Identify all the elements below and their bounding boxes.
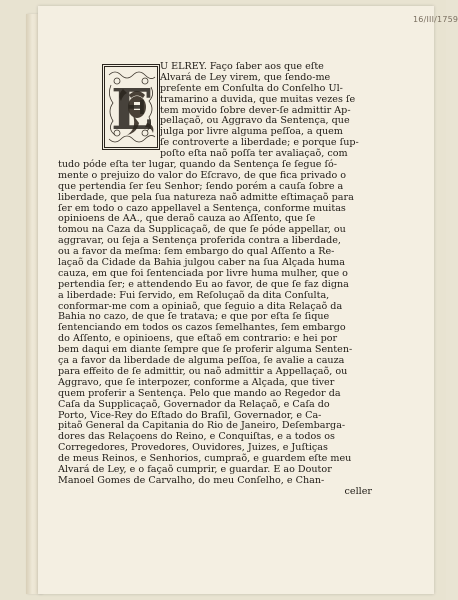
document-line: de meus Reinos, e Senhorios, cumpraõ, e guardem eſte meu [58, 453, 352, 465]
svg-text:E: E [111, 77, 154, 143]
document-line: ça a favor da liberdade de alguma peſſoa, ſe avalie a cauza [58, 355, 345, 367]
document-line: Bahia no cazo, de que ſe tratava; e que por eſta ſe ſique [58, 311, 330, 323]
document-line: ſentenciando em todos os cazos ſemelhantes, ſem embargo [58, 322, 346, 334]
document-line: liberdade, que pela ſua natureza naõ admitte eſtimaçaõ para [58, 191, 354, 203]
document-line: tramarino a duvida, que muitas vezes ſe [160, 93, 356, 105]
document-line: Caſa da Supplicaçaõ, Governador da Relaçaõ, e Caſa do [58, 398, 330, 410]
document-line: preſente em Conſulta do Conſelho Ul- [160, 82, 343, 94]
document-line: Aggravo, que ſe interpozer, conforme a Alçada, que tiver [58, 376, 335, 388]
document-line: a liberdade: Fui ſervido, em Reſoluçaõ da dita Conſulta, [58, 289, 330, 301]
document-body [58, 62, 386, 498]
document-line: U ELREY. Faço ſaber aos que eſte [160, 61, 324, 72]
document-line: Alvará de Ley virem, que ſendo-me [160, 71, 331, 83]
document-line: tem movido ſobre dever-ſe admittir Ap- [160, 104, 351, 116]
document-line: mente o prejuizo do valor do Eſcravo, de que fica privado o [58, 169, 347, 181]
document-line: ſer em todo o cazo appellavel a Sentença, conforme muitas [58, 202, 346, 214]
document-line: opinioens de AA., que deraõ cauza ao Aſſento, que ſe [58, 213, 316, 225]
document-line: poſto eſta naõ poſſa ter avaliaçaõ, com [160, 148, 348, 160]
document-line: laçaõ da Cidade da Bahia julgou caber na ſua Alçada huma [58, 257, 345, 269]
document-line: Porto, Vice-Rey do Eſtado do Braſil, Governador, e Ca- [58, 409, 322, 421]
document-line: pitaõ General da Capitania do Rio de Janeiro, Deſembarga- [58, 420, 346, 432]
document-line: quem proferir a Sentença. Pelo que mando ao Regedor da [58, 387, 341, 399]
document-line: bem daqui em diante ſempre que ſe proferir alguma Senten- [58, 344, 353, 356]
archive-reference: 16/III/1759 [413, 15, 458, 24]
document-line: julga por livre alguma peſſoa, a quem [160, 126, 343, 138]
document-line: Alvará de Ley, e o façaõ cumprir, e guardar. E ao Doutor [58, 463, 332, 475]
document-line: aggravar, ou ſeja a Sentença proferida contra a liberdade, [58, 235, 341, 247]
document-line: ſe controverte a liberdade; e porque ſup- [160, 137, 359, 149]
catchword: celler [344, 485, 372, 497]
document-line: para effeito de ſe admittir, ou naõ admittir a Appellaçaõ, ou [58, 365, 348, 377]
document-line: pellaçaõ, ou Aggravo da Sentença, que [160, 115, 350, 127]
document-line: conformar-me com a opiniaõ, que ſeguio a dita Relaçaõ da [58, 300, 343, 312]
document-line: dores das Relaçoens do Reino, e Conquiſtas, e a todos os [58, 431, 335, 443]
document-line: do Aſſento, e opinioens, que eſtaõ em contrario: e hei por [58, 333, 338, 345]
document-line: Manoel Gomes de Carvalho, do meu Conſelho, e Chan- [58, 474, 325, 486]
document-line: pertendia ſer; e attendendo Eu ao favor, de que ſe faz digna [58, 278, 349, 290]
document-line: tudo póde eſta ter lugar, quando da Sentença ſe ſegue ſó- [58, 159, 338, 171]
document-line: que pertendia ſer ſeu Senhor; ſendo porém a cauſa ſobre a [58, 180, 344, 192]
document-line: tomou na Caza da Supplicaçaõ, de que ſe póde appellar, ou [58, 224, 346, 236]
document-line: Corregedores, Provedores, Ouvidores, Juizes, e Juſtiças [58, 442, 328, 454]
document-line: ou a favor da meſma: ſem embargo do qual Aſſento a Re- [58, 246, 335, 258]
document-line: cauza, em que foi ſentenciada por livre huma mulher, que o [58, 267, 348, 279]
